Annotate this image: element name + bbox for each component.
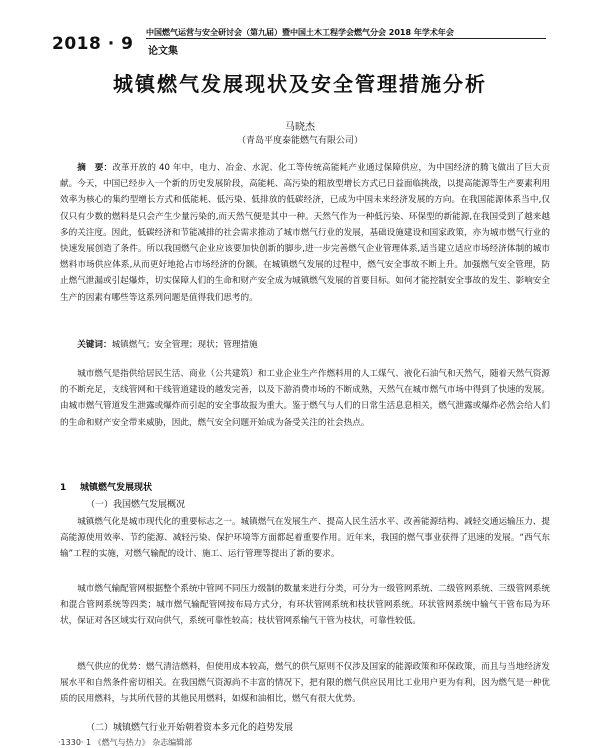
section-number: 1 <box>60 483 67 493</box>
body-paragraph: 城镇燃气化是城市现代化的重要标志之一。城镇燃气在发展生产、提高人民生活水平、改善能源结构、减轻交通运输压力、提高能源使用效率、节约能源、减轻污染、保护环境等方面都起着重要作用。近年来，我国的燃气事业获得了迅速的发展。“西气东输”工程的实施，对燃气输配的设计、施工、运行管理等提出了新的要求。 <box>60 517 550 560</box>
abstract <box>60 160 550 306</box>
body-paragraph: 燃气供应的优势：燃气清洁燃料，但使用成本较高，燃气的供气原则不仅涉及国家的能源政策和环保政策，而且与当地经济发展水平和自然条件密切相关。在我国燃气资源尚不丰富的情况下，把有限的燃气供应民用比工业用户更为有利，因为燃气是一种优质的民用燃料，与其所代替的其他民用燃料，如煤和油相比，燃气有很大优势。 <box>60 662 550 705</box>
subsection-heading: （一）我国燃气发展概况 <box>86 500 186 510</box>
section-heading <box>60 480 152 493</box>
journal-year-issue: 2018 · 9 <box>52 34 134 54</box>
body-paragraph: 城市燃气输配管网根据整个系统中管网不同压力级制的数量来进行分类，可分为一级管网系统、二级管网系统、三级管网系统和混合管网系统等四类；城市燃气输配管网按布局方式分，有环状管网系统和枝状管网系统。环状管网系统中输气干管布局为环状，保证对各区域实行双向供气，系统可靠性较高；枝状管网系输气干管为枝状，可靠性较低。 <box>60 584 550 627</box>
keywords <box>60 337 550 353</box>
keywords-text: 城镇燃气；安全管理；现状；管理措施 <box>111 340 258 350</box>
header-rule <box>146 38 546 39</box>
author-affiliation: （青岛平度泰能燃气有限公司） <box>236 136 363 146</box>
abstract-text: 改革开放的 40 年中，电力、冶金、水泥、化工等传统高能耗产业通过保障供应，为中国经济的腾飞做出了巨大贡献。今天，中国已经步入一个新的历史发展阶段，高能耗、高污染的粗放型增长方式已日益面临挑战，以提高能源等生产要素利用效率为核心的集约型增长方式和低能耗、低污染、低排放的低碳经济，已成为中国未来经济发展的方向。在我国能源体系当中,仅仅只有少数的燃料是只会产生少量污染的,而天然气便是其中一种。天然气作为一种低污染、环保型的新能源,在我国受到了越来越多的关注度。因此，低碳经济和节能减排的社会需求推动了城市燃气行业的发展，基础设施建设和国家政策，亦为城市燃气行业的快速发展创造了条件。所以我国燃气企业应该要加快创新的脚步,进一步完善燃气企业管理体系,适当建立适应市场经济体制的城市燃料市场供应体系,从而更好地抢占市场经济的份额。在城镇燃气发展的过程中，燃气安全事故不断上升。加强燃气安全管理，防止燃气泄漏或引起爆炸，切实保障人们的生命和财产安全成为城镇燃气发展的首要目标。如何才能控制安全事故的发生、影响安全生产的因素有哪些等这系列问题是值得我们思考的。 <box>60 163 550 303</box>
abstract-label: 摘 要： <box>77 163 113 173</box>
paper-title: 城镇燃气发展现状及安全管理措施分析 <box>113 72 487 96</box>
collection-label: 论文集 <box>148 46 178 57</box>
section-title: 城镇燃气发展现状 <box>80 483 153 493</box>
subsection-heading: （二）城镇燃气行业开始朝着资本多元化的趋势发展 <box>86 723 294 733</box>
intro-paragraph: 城市燃气是指供给居民生活、商业（公共建筑）和工业企业生产作燃料用的人工煤气、液化石油气和天然气，随着天然气资源的不断充足，支线管网和干线管道建设的越发完善，以及下游消费市场的不断成熟，天然气在城市燃气市场中得到了快速的发展。由城市燃气管道发生泄露或爆炸而引起的安全事故报为重大。鉴于燃气与人们的日常生活息息相关，燃气泄露或爆炸必然会给人们的生命和财产安全带来威胁，因此，燃气安全问题开始成为备受关注的社会热点。 <box>60 369 550 428</box>
keywords-label: 关键词： <box>77 340 112 350</box>
author-name: 马晓杰 <box>285 122 315 133</box>
page-footer: ·1330· 1 《燃气与热力》 杂志编辑部 <box>58 738 193 747</box>
conference-name: 中国燃气运营与安全研讨会（第九届）暨中国土木工程学会燃气分会 2018 年学术年会 <box>146 28 454 37</box>
